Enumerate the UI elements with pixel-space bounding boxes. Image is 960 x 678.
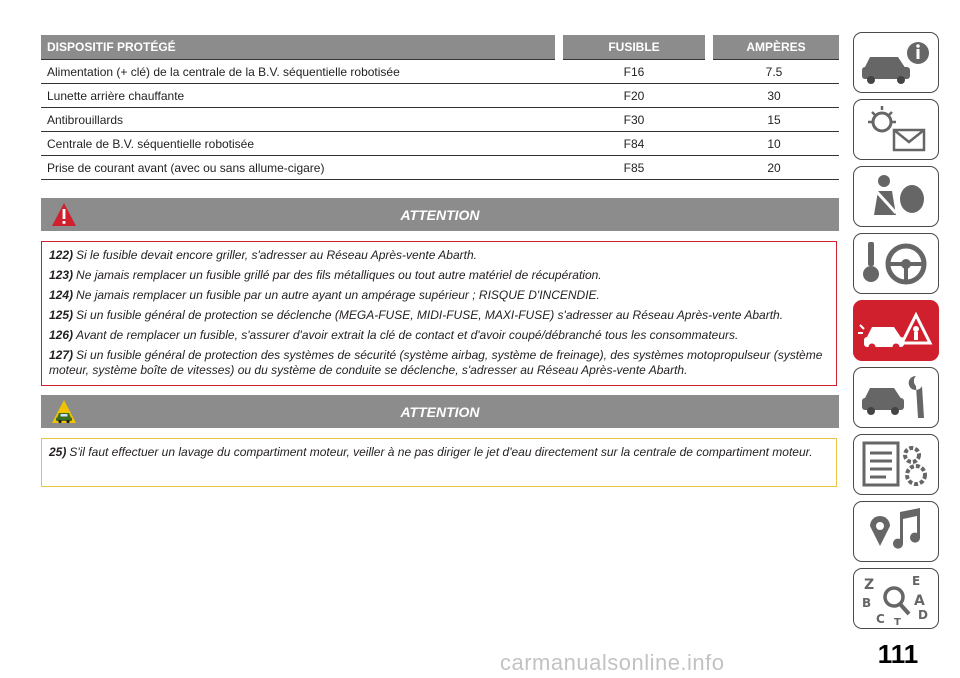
page-number: 111 bbox=[877, 639, 919, 669]
table-row bbox=[41, 108, 839, 132]
device-cell: Alimentation (+ clé) de la centrale de la B.V. séquentielle robotisée bbox=[41, 60, 559, 84]
environment-car-icon bbox=[51, 399, 77, 425]
nav-tab-lights-messages[interactable] bbox=[853, 99, 939, 160]
warning-triangle-icon bbox=[51, 202, 77, 228]
col-header-device: DISPOSITIF PROTÉGÉ bbox=[41, 35, 559, 60]
amps-cell: 30 bbox=[709, 84, 839, 108]
svg-text:Z: Z bbox=[864, 577, 875, 593]
music-note-icon bbox=[854, 502, 937, 560]
attention-item: 124) Ne jamais remplacer un fusible par un autre ayant un ampérage supérieur ; RISQUE D'INCENDIE. bbox=[49, 288, 600, 302]
fuse-cell: F84 bbox=[559, 132, 709, 156]
amps-cell: 7.5 bbox=[709, 60, 839, 84]
device-cell: Antibrouillards bbox=[41, 108, 559, 132]
attention-header-safety bbox=[41, 198, 839, 231]
fuse-cell: F20 bbox=[559, 84, 709, 108]
seatbelt-airbag-icon bbox=[854, 167, 937, 225]
attention-item: 122) Si le fusible devait encore griller, s'adresser au Réseau Après-vente Abarth. bbox=[49, 248, 477, 262]
nav-tab-multimedia[interactable] bbox=[853, 501, 939, 562]
fuse-table-header bbox=[41, 35, 839, 60]
nav-tab-emergency[interactable] bbox=[853, 300, 939, 361]
chapter-nav bbox=[853, 32, 939, 635]
alphabet-magnifier-icon bbox=[854, 569, 937, 627]
car-info-icon bbox=[854, 33, 937, 91]
nav-tab-technical-data[interactable] bbox=[853, 434, 939, 495]
fuse-table bbox=[41, 35, 839, 180]
device-cell: Centrale de B.V. séquentielle robotisée bbox=[41, 132, 559, 156]
svg-text:D: D bbox=[918, 608, 928, 622]
attention-item: 126) Avant de remplacer un fusible, s'assurer d'avoir extrait la clé de contact et d'avoir coupé/débranché tous les consommateurs. bbox=[49, 328, 739, 342]
svg-text:B: B bbox=[862, 596, 872, 610]
table-row bbox=[41, 132, 839, 156]
attention-box-safety bbox=[41, 241, 837, 386]
nav-tab-safety[interactable] bbox=[853, 166, 939, 227]
svg-text:A: A bbox=[914, 593, 925, 609]
attention-title: ATTENTION bbox=[400, 206, 480, 223]
attention-box-environment bbox=[41, 438, 837, 487]
emergency-car-icon bbox=[854, 301, 937, 359]
svg-text:T: T bbox=[894, 617, 901, 627]
watermark: carmanualsonline.info bbox=[500, 650, 725, 675]
table-row bbox=[41, 156, 839, 180]
attention-item: 123) Ne jamais remplacer un fusible grillé par des fils métalliques ou tout autre matériel de récupération. bbox=[49, 268, 602, 282]
attention-item: 125) Si un fusible général de protection se déclenche (MEGA-FUSE, MIDI-FUSE, MAXI-FUSE) s'adresser au Réseau Après-vente Abarth. bbox=[49, 308, 784, 322]
fuse-cell: F16 bbox=[559, 60, 709, 84]
attention-header-environment bbox=[41, 395, 839, 428]
col-header-amps: AMPÈRES bbox=[709, 35, 839, 60]
fuse-cell: F85 bbox=[559, 156, 709, 180]
attention-title: ATTENTION bbox=[400, 403, 480, 420]
key-steering-wheel-icon bbox=[854, 234, 937, 292]
svg-text:C: C bbox=[876, 612, 885, 626]
attention-item: 127) Si un fusible général de protection des systèmes de sécurité (système airbag, système de freinage), des systèmes motopropulseur (système moteur, système boîte de vitesses) ou du système de conduite se déclenche, s'adresser au Réseau Après-vente Abarth. bbox=[49, 348, 823, 377]
warning-light-envelope-icon bbox=[854, 100, 937, 158]
nav-tab-maintenance[interactable] bbox=[853, 367, 939, 428]
svg-text:E: E bbox=[912, 574, 921, 588]
list-gear-icon bbox=[854, 435, 937, 493]
nav-tab-starting-driving[interactable] bbox=[853, 233, 939, 294]
nav-tab-car-info[interactable] bbox=[853, 32, 939, 93]
col-header-fuse: FUSIBLE bbox=[559, 35, 709, 60]
attention-item: 25) S'il faut effectuer un lavage du compartiment moteur, veiller à ne pas diriger le jet d'eau directement sur la centrale de compartiment moteur. bbox=[49, 445, 813, 459]
nav-tab-index[interactable] bbox=[853, 568, 939, 629]
car-wrench-icon bbox=[854, 368, 937, 426]
table-row bbox=[41, 84, 839, 108]
fuse-cell: F30 bbox=[559, 108, 709, 132]
amps-cell: 20 bbox=[709, 156, 839, 180]
device-cell: Lunette arrière chauffante bbox=[41, 84, 559, 108]
table-row bbox=[41, 60, 839, 84]
amps-cell: 10 bbox=[709, 132, 839, 156]
device-cell: Prise de courant avant (avec ou sans allume-cigare) bbox=[41, 156, 559, 180]
amps-cell: 15 bbox=[709, 108, 839, 132]
